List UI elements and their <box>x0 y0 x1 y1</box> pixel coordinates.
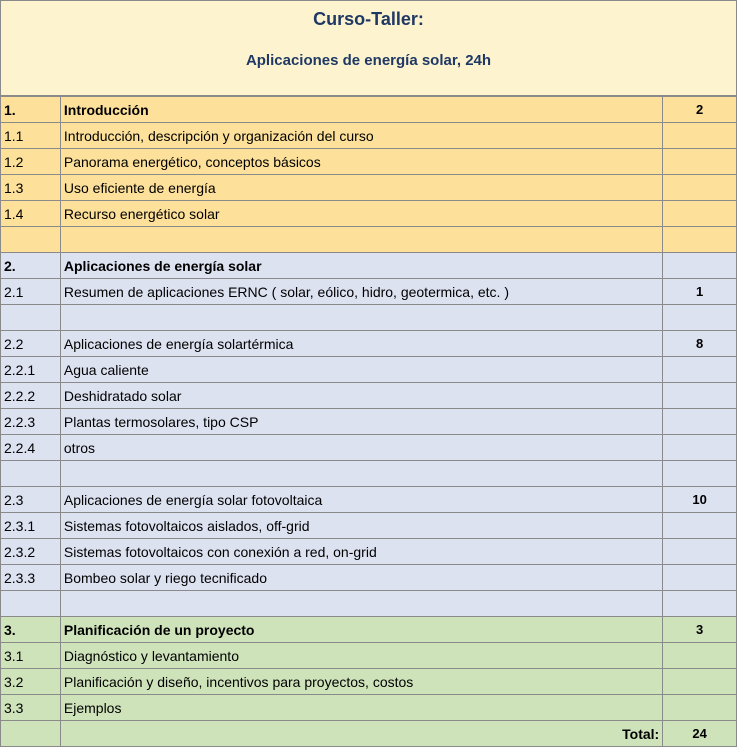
row-number: 1.1 <box>1 123 61 149</box>
table-row <box>1 513 737 539</box>
table-row <box>1 409 737 435</box>
row-hours <box>663 175 737 201</box>
row-hours <box>663 201 737 227</box>
row-description: Aplicaciones de energía solar fotovoltaica <box>60 487 662 513</box>
table-row <box>1 149 737 175</box>
row-hours <box>663 695 737 721</box>
course-header <box>0 0 737 96</box>
table-row <box>1 695 737 721</box>
row-number: 2.3 <box>1 487 61 513</box>
row-hours <box>663 149 737 175</box>
row-number: 3.2 <box>1 669 61 695</box>
row-hours <box>663 669 737 695</box>
table-row <box>1 643 737 669</box>
row-hours <box>663 643 737 669</box>
row-description <box>60 305 662 331</box>
table-row <box>1 175 737 201</box>
row-number: 3.1 <box>1 643 61 669</box>
row-number: 1.3 <box>1 175 61 201</box>
row-description: Introducción <box>60 97 662 123</box>
table-row <box>1 97 737 123</box>
row-hours <box>663 253 737 279</box>
row-description: Aplicaciones de energía solar <box>60 253 662 279</box>
row-number: 1. <box>1 97 61 123</box>
total-row <box>1 721 737 747</box>
table-row <box>1 617 737 643</box>
row-number: 2.3.1 <box>1 513 61 539</box>
table-row <box>1 227 737 253</box>
row-number: 3.3 <box>1 695 61 721</box>
table-row <box>1 201 737 227</box>
table-row <box>1 253 737 279</box>
row-number: 2.3.2 <box>1 539 61 565</box>
row-description: Bombeo solar y riego tecnificado <box>60 565 662 591</box>
row-hours: 8 <box>663 331 737 357</box>
row-hours: 10 <box>663 487 737 513</box>
table-row <box>1 123 737 149</box>
row-description <box>60 591 662 617</box>
row-description: Aplicaciones de energía solartérmica <box>60 331 662 357</box>
row-hours <box>663 305 737 331</box>
row-hours <box>663 227 737 253</box>
table-row <box>1 591 737 617</box>
row-hours <box>663 357 737 383</box>
row-number: 2.1 <box>1 279 61 305</box>
table-row <box>1 279 737 305</box>
total-label: Total: <box>60 721 662 747</box>
row-number <box>1 591 61 617</box>
table-row <box>1 305 737 331</box>
row-number: 3. <box>1 617 61 643</box>
total-num-cell <box>1 721 61 747</box>
row-description: Plantas termosolares, tipo CSP <box>60 409 662 435</box>
table-row <box>1 357 737 383</box>
row-description: Introducción, descripción y organización del curso <box>60 123 662 149</box>
table-row <box>1 461 737 487</box>
row-number: 2. <box>1 253 61 279</box>
row-description: Uso eficiente de energía <box>60 175 662 201</box>
row-hours <box>663 539 737 565</box>
row-description: otros <box>60 435 662 461</box>
table-row <box>1 669 737 695</box>
row-description: Ejemplos <box>60 695 662 721</box>
table-row <box>1 331 737 357</box>
row-hours: 2 <box>663 97 737 123</box>
row-hours <box>663 513 737 539</box>
row-number: 2.2.4 <box>1 435 61 461</box>
row-hours <box>663 565 737 591</box>
row-hours: 1 <box>663 279 737 305</box>
row-description: Resumen de aplicaciones ERNC ( solar, eólico, hidro, geotermica, etc. ) <box>60 279 662 305</box>
row-number <box>1 461 61 487</box>
row-number: 2.2 <box>1 331 61 357</box>
total-value: 24 <box>663 721 737 747</box>
row-number: 2.2.1 <box>1 357 61 383</box>
table-row <box>1 383 737 409</box>
row-hours <box>663 123 737 149</box>
row-description: Sistemas fotovoltaicos aislados, off-grid <box>60 513 662 539</box>
table-row <box>1 539 737 565</box>
table-row <box>1 565 737 591</box>
row-description: Agua caliente <box>60 357 662 383</box>
row-description <box>60 461 662 487</box>
course-title: Curso-Taller: <box>313 9 424 29</box>
row-number: 1.4 <box>1 201 61 227</box>
row-description: Sistemas fotovoltaicos con conexión a red, on-grid <box>60 539 662 565</box>
row-hours <box>663 591 737 617</box>
row-description <box>60 227 662 253</box>
row-number: 2.2.2 <box>1 383 61 409</box>
row-number <box>1 227 61 253</box>
row-hours: 3 <box>663 617 737 643</box>
row-hours <box>663 383 737 409</box>
row-description: Diagnóstico y levantamiento <box>60 643 662 669</box>
row-hours <box>663 461 737 487</box>
row-number: 1.2 <box>1 149 61 175</box>
row-description: Deshidratado solar <box>60 383 662 409</box>
row-number: 2.3.3 <box>1 565 61 591</box>
row-description: Planificación y diseño, incentivos para proyectos, costos <box>60 669 662 695</box>
row-number <box>1 305 61 331</box>
table-row <box>1 435 737 461</box>
row-description: Panorama energético, conceptos básicos <box>60 149 662 175</box>
row-hours <box>663 435 737 461</box>
course-table <box>0 96 737 747</box>
row-hours <box>663 409 737 435</box>
table-row <box>1 487 737 513</box>
row-description: Recurso energético solar <box>60 201 662 227</box>
row-description: Planificación de un proyecto <box>60 617 662 643</box>
course-subtitle: Aplicaciones de energía solar, 24h <box>245 52 492 69</box>
row-number: 2.2.3 <box>1 409 61 435</box>
